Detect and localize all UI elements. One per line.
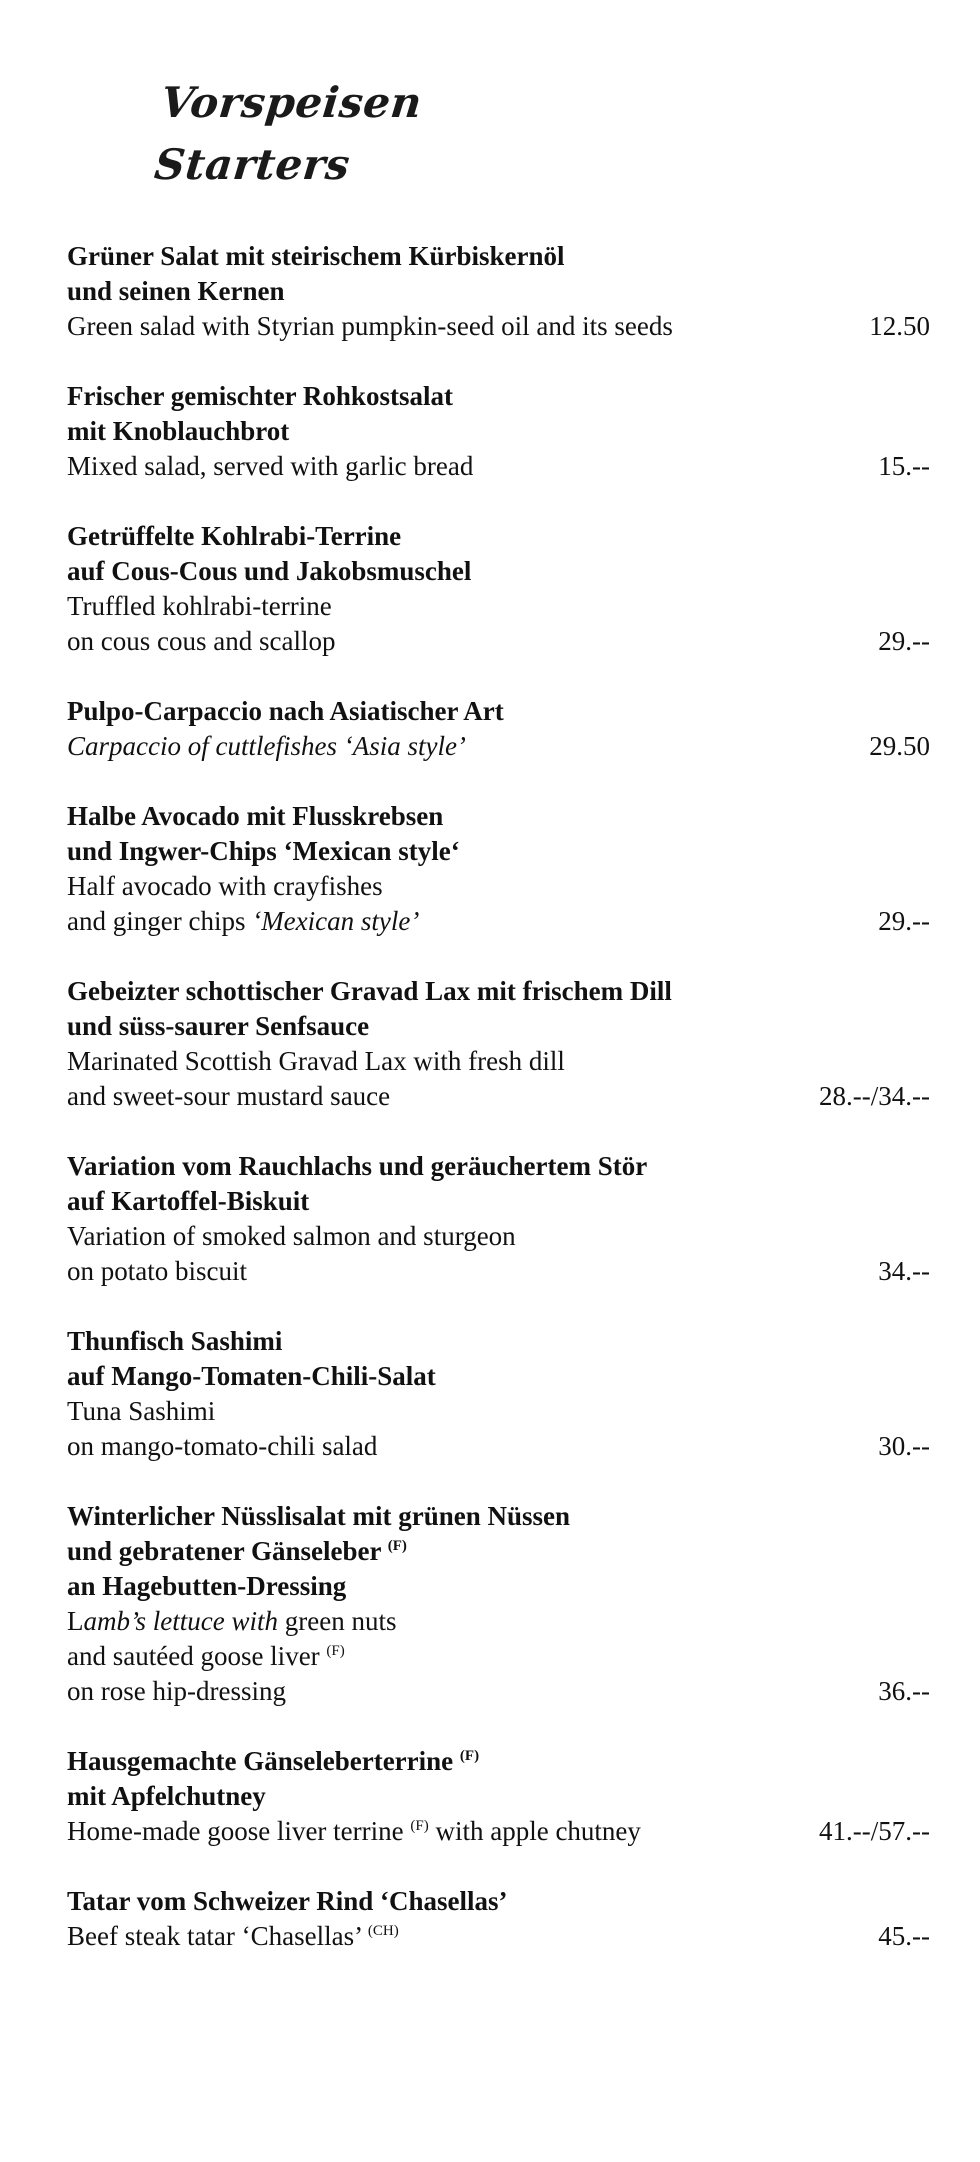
item-german-name: und gebratener Gänseleber $^{(F)}$ [67, 1536, 407, 1566]
item-german-name: Variation vom Rauchlachs und geräuchertem Stör [67, 1151, 648, 1181]
item-german-name: auf Cous-Cous und Jakobsmuschel [67, 556, 472, 586]
item-english-name: Mixed salad, served with garlic bread [67, 451, 474, 481]
item-german-name: Getrüffelte Kohlrabi-Terrine [67, 521, 402, 551]
item-english-name: Home-made goose liver terrine $^{(F)}$ with apple chutney [67, 1816, 641, 1846]
menu-item-smoked-salmon [67, 1149, 930, 1289]
menu-item-avocado [67, 799, 930, 939]
item-german-name: Halbe Avocado mit Flusskrebsen [67, 801, 444, 831]
item-english-name: Marinated Scottish Gravad Lax with fresh dill [67, 1046, 565, 1076]
item-english-name: on rose hip-dressing [67, 1676, 286, 1706]
allergen-note: (F) [387, 1538, 407, 1554]
item-german-name: Grüner Salat mit steirischem Kürbiskernöl [67, 241, 565, 271]
item-price: 15.-- [878, 451, 930, 481]
allergen-note: (F) [410, 1818, 429, 1834]
item-german-name: auf Kartoffel-Biskuit [67, 1186, 310, 1216]
item-english-name: Variation of smoked salmon and sturgeon [67, 1221, 516, 1251]
item-english-name: on cous cous and scallop [67, 626, 336, 656]
menu-item-goose-liver-terrine [67, 1744, 930, 1849]
item-price: 29.50 [869, 731, 930, 761]
item-english-name: on potato biscuit [67, 1256, 247, 1286]
item-english-name: Lamb’s lettuce with green nuts [67, 1606, 397, 1636]
item-price: 12.50 [869, 311, 930, 341]
item-german-name: mit Apfelchutney [67, 1781, 266, 1811]
item-german-name: an Hagebutten-Dressing [67, 1571, 347, 1601]
item-german-name: Frischer gemischter Rohkostsalat [67, 381, 453, 411]
menu-item-mixed-salad [67, 379, 930, 484]
item-english-name: on mango-tomato-chili salad [67, 1431, 378, 1461]
item-german-name: Hausgemachte Gänseleberterrine $^{(F)}$ [67, 1746, 480, 1776]
menu-item-green-salad [67, 239, 930, 344]
heading-english: Starters [152, 140, 353, 189]
item-german-name: Winterlicher Nüsslisalat mit grünen Nüssen [67, 1501, 571, 1531]
item-german-name: Pulpo-Carpaccio nach Asiatischer Art [67, 696, 504, 726]
menu-heading [151, 72, 425, 196]
item-german-name: Thunfisch Sashimi [67, 1326, 283, 1356]
item-german-name: Tatar vom Schweizer Rind ‘Chasellas’ [67, 1886, 508, 1916]
origin-note: (CH) [367, 1923, 399, 1939]
item-price: 29.-- [878, 906, 930, 936]
item-price: 29.-- [878, 626, 930, 656]
item-english-name: Tuna Sashimi [67, 1396, 216, 1426]
menu-item-kohlrabi-terrine [67, 519, 930, 659]
item-german-name: mit Knoblauchbrot [67, 416, 290, 446]
item-german-name: und seinen Kernen [67, 276, 285, 306]
item-english-name: and sweet-sour mustard sauce [67, 1081, 391, 1111]
item-price: 34.-- [878, 1256, 930, 1286]
item-german-name: und süss-saurer Senfsauce [67, 1011, 370, 1041]
starters-list [67, 239, 930, 1989]
item-german-name: Gebeizter schottischer Gravad Lax mit frischem Dill [67, 976, 672, 1006]
item-german-name: und Ingwer-Chips ‘Mexican style‘ [67, 836, 460, 866]
item-english-name: Beef steak tatar ‘Chasellas’ $^{(CH)}$ [67, 1921, 399, 1951]
allergen-note: (F) [459, 1748, 480, 1764]
heading-german: Vorspeisen [158, 78, 425, 127]
item-english-name: and sautéed goose liver $^{(F)}$ [67, 1641, 345, 1671]
item-price: 45.-- [878, 1921, 930, 1951]
menu-item-pulpo-carpaccio [67, 694, 930, 764]
item-price: 36.-- [878, 1676, 930, 1706]
item-price: 28.--/34.-- [819, 1081, 930, 1111]
allergen-note: (F) [326, 1643, 345, 1659]
item-price: 30.-- [878, 1431, 930, 1461]
menu-item-gravad-lax [67, 974, 930, 1114]
menu-item-lambs-lettuce [67, 1499, 930, 1709]
menu-item-beef-tatar [67, 1884, 930, 1954]
item-english-name: Carpaccio of cuttlefishes ‘Asia style’ [67, 731, 466, 761]
item-english-name: and ginger chips ‘Mexican style’ [67, 906, 420, 936]
menu-item-tuna-sashimi [67, 1324, 930, 1464]
item-english-name: Truffled kohlrabi-terrine [67, 591, 332, 621]
item-price: 41.--/57.-- [819, 1816, 930, 1846]
item-german-name: auf Mango-Tomaten-Chili-Salat [67, 1361, 436, 1391]
item-english-name: Green salad with Styrian pumpkin-seed oil and its seeds [67, 311, 673, 341]
item-english-name: Half avocado with crayfishes [67, 871, 383, 901]
